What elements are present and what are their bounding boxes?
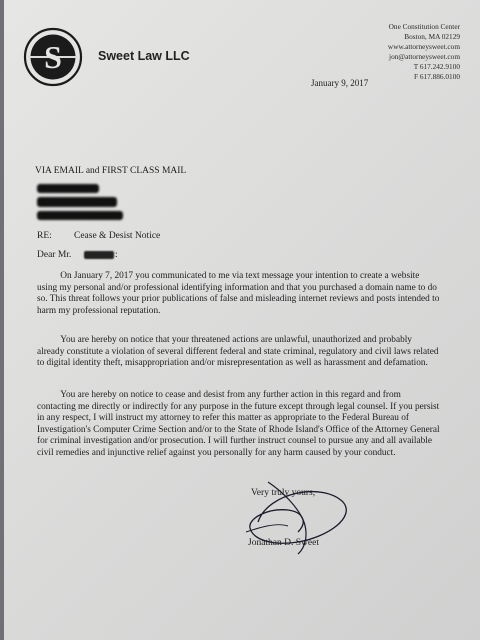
closing: Very truly yours, [251,488,316,498]
logo-letter: S [44,39,62,75]
subject-label: RE: [37,231,52,241]
letter-date: January 9, 2017 [311,78,369,88]
body-paragraph-1-text: On January 7, 2017 you communicated to me via text message your intention to create a website using my personal and/or professional identifying information and that you purchased a domain name to do so. This threat follows your prior publications of false and misleading internet reviews and posts intended to harm my professional reputation. [37,271,440,316]
body-paragraph-3-text: You are hereby on notice to cease and desist from any further action in this regard and from contacting me directly or indirectly for any purpose in the future except through legal counsel. If you persist in any respect, I will instruct my attorney to refer this matter as appropriate to the Federal Bureau of Investigation's Computer Crime Section and/or to the State of Rhode Island's Office of the Attorney General for criminal investigation and/or prosecution. I will further instruct counsel to pursue any and all available civil remedies and injunctive relief against you personally for any harm caused by your conduct. [37,390,440,458]
website: www.attorneysweet.com [387,42,460,51]
firm-name: Sweet Law LLC [98,49,190,63]
body-paragraph-2-text: You are hereby on notice that your threatened actions are unlawful, unauthorized and probably already constitute a violation of several different federal and state criminal, regulatory and civil laws related to digital identity theft, misappropriation and/or misrepresentation as well as harassment and defamation. [37,335,439,369]
email: jon@attorneysweet.com [389,52,460,61]
body-paragraph-2 [37,335,441,370]
firm-logo [23,27,83,87]
body-paragraph-3 [37,390,441,460]
redacted-recipient-address-2 [37,211,123,220]
delivery-method: VIA EMAIL and FIRST CLASS MAIL [35,166,187,176]
subject-value: Cease & Desist Notice [74,231,161,241]
redacted-salutation-name [84,251,114,259]
signer-name: Jonathan D. Sweet [248,538,319,548]
redacted-recipient-address-1 [37,197,117,207]
fax: F 617.886.0100 [413,72,460,81]
address-line-2: Boston, MA 02129 [404,32,460,41]
salutation: Dear Mr. [37,250,72,260]
letter-page [4,0,480,640]
body-paragraph-1 [37,271,441,317]
redacted-recipient-name [37,184,99,193]
salutation-colon: : [115,250,118,260]
contact-block [388,22,460,82]
address-line-1: One Constitution Center [388,22,460,31]
phone: T 617.242.9100 [413,62,460,71]
